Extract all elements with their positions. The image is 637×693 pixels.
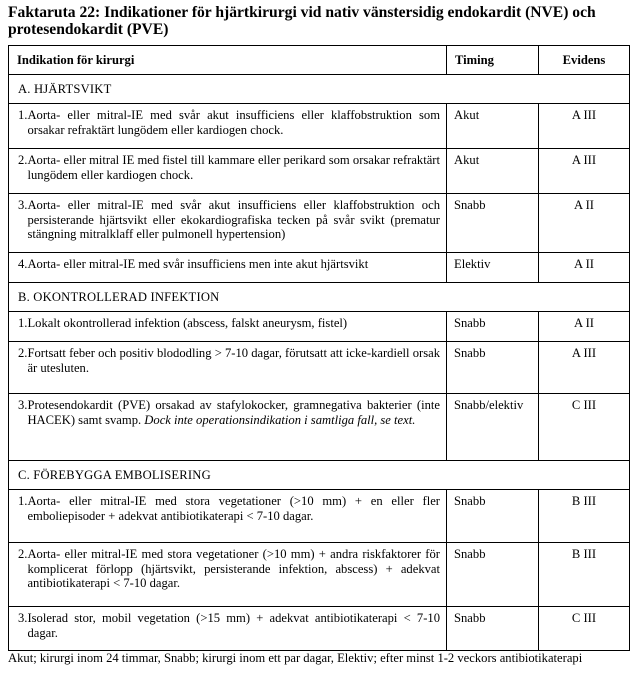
indication-text: Aorta- eller mitral-IE med stora vegetationer (>10 mm) + andra riskfaktorer för komplicerat förlopp (hjärtsvikt, persisterande infektion, abscess) + adekvat antibiotikaterapi < 7-10 dagar. xyxy=(27,547,440,590)
indication-number: 3. xyxy=(18,198,28,212)
section-row xyxy=(9,461,630,490)
section-heading: C. FÖREBYGGA EMBOLISERING xyxy=(9,461,630,490)
indication-text: Aorta- eller mitral IE med fistel till kammare eller perikard som orsakar refraktärt lungödem eller kardiogen chock. xyxy=(27,153,440,182)
indication-text: Aorta- eller mitral-IE med svår akut insufficiens eller klaffobstruktion som orsakar refraktärt lungödem eller kardiogen chock. xyxy=(27,108,440,137)
indication-text-wrap xyxy=(27,398,440,427)
timing-cell: Snabb xyxy=(447,543,539,607)
timing-cell: Snabb xyxy=(447,312,539,342)
table-row xyxy=(9,149,630,194)
indication-text: Lokalt okontrollerad infektion (abscess, falskt aneurysm, fistel) xyxy=(27,316,348,330)
table-row xyxy=(9,312,630,342)
indication-text-wrap xyxy=(27,547,440,591)
table-body xyxy=(9,75,630,651)
indication-cell xyxy=(9,342,447,394)
timing-cell: Akut xyxy=(447,149,539,194)
table-row xyxy=(9,104,630,149)
fact-box-title: Faktaruta 22: Indikationer för hjärtkirurgi vid nativ vänstersidig endokardit (NVE) och protesendokardit (PVE) xyxy=(8,4,596,38)
indication-number: 3. xyxy=(18,398,28,412)
indication-text: Aorta- eller mitral-IE med svår akut insufficiens eller klaffobstruktion och persisterande hjärtsvikt eller ekokardiografiska tecken på svår svikt (prematur stängning mitralklaff eller pulmonell hypertension) xyxy=(27,198,440,241)
table-row xyxy=(9,194,630,253)
indication-text: Aorta- eller mitral-IE med stora vegetationer (>10 mm) + en eller fler emboliepisoder + adekvat antibiotikaterapi < 7-10 dagar. xyxy=(27,494,440,523)
timing-cell: Snabb xyxy=(447,490,539,543)
indication-cell xyxy=(9,607,447,651)
table-row xyxy=(9,394,630,461)
indication-number: 3. xyxy=(18,611,28,625)
timing-cell: Snabb/elektiv xyxy=(447,394,539,461)
table-row xyxy=(9,253,630,283)
indication-text-wrap xyxy=(27,346,440,375)
footnote xyxy=(8,651,629,666)
table-row xyxy=(9,543,630,607)
evidence-cell: A III xyxy=(539,149,630,194)
indication-cell xyxy=(9,312,447,342)
indication-cell xyxy=(9,253,447,283)
indication-text: Protesendokardit (PVE) orsakad av stafylokocker, gramnegativa bakterier (inte HACEK) samt svamp. xyxy=(27,398,440,427)
indication-number: 2. xyxy=(18,346,28,360)
indication-table xyxy=(8,45,630,651)
indication-number: 4. xyxy=(18,257,28,271)
evidence-cell: C III xyxy=(539,394,630,461)
timing-cell: Snabb xyxy=(447,194,539,253)
timing-cell: Snabb xyxy=(447,342,539,394)
indication-cell xyxy=(9,104,447,149)
timing-cell: Snabb xyxy=(447,607,539,651)
indication-text-wrap xyxy=(27,257,440,272)
evidence-cell: C III xyxy=(539,607,630,651)
indication-cell xyxy=(9,543,447,607)
indication-number: 1. xyxy=(18,108,28,122)
timing-cell: Elektiv xyxy=(447,253,539,283)
evidence-cell: A III xyxy=(539,342,630,394)
evidence-cell: A III xyxy=(539,104,630,149)
evidence-cell: A II xyxy=(539,194,630,253)
evidence-cell: A II xyxy=(539,312,630,342)
evidence-cell: A II xyxy=(539,253,630,283)
indication-text-wrap xyxy=(27,494,440,523)
header-timing: Timing xyxy=(447,46,539,75)
indication-text: Fortsatt feber och positiv blododling > 7-10 dagar, förutsatt att icke-kardiell orsak är utesluten. xyxy=(27,346,440,375)
indication-number: 1. xyxy=(18,316,28,330)
evidence-cell: B III xyxy=(539,490,630,543)
indication-cell xyxy=(9,149,447,194)
section-row xyxy=(9,75,630,104)
timing-cell: Akut xyxy=(447,104,539,149)
indication-text: Isolerad stor, mobil vegetation (>15 mm) + adekvat antibiotikaterapi < 7-10 dagar. xyxy=(27,611,440,640)
indication-text-wrap xyxy=(27,108,440,137)
header-indication: Indikation för kirurgi xyxy=(9,46,447,75)
header-evidence: Evidens xyxy=(539,46,630,75)
indication-note: Dock inte operationsindikation i samtliga fall, se text. xyxy=(144,412,416,427)
evidence-cell: B III xyxy=(539,543,630,607)
indication-number: 2. xyxy=(18,153,28,167)
table-row xyxy=(9,490,630,543)
section-row xyxy=(9,283,630,312)
indication-text-wrap xyxy=(27,153,440,182)
indication-text: Aorta- eller mitral-IE med svår insufficiens men inte akut hjärtsvikt xyxy=(27,257,369,271)
table-row xyxy=(9,607,630,651)
table-header-row xyxy=(9,46,630,75)
footnote-text: Akut; kirurgi inom 24 timmar, Snabb; kirurgi inom ett par dagar, Elektiv; efter minst 1-2 veckors antibiotikaterapi xyxy=(8,651,583,665)
section-heading: A. HJÄRTSVIKT xyxy=(9,75,630,104)
indication-number: 2. xyxy=(18,547,28,561)
indication-cell xyxy=(9,394,447,461)
indication-number: 1. xyxy=(18,494,28,508)
indication-text-wrap xyxy=(27,316,440,331)
indication-text-wrap xyxy=(27,611,440,640)
indication-text-wrap xyxy=(27,198,440,242)
section-heading: B. OKONTROLLERAD INFEKTION xyxy=(9,283,630,312)
indication-cell xyxy=(9,490,447,543)
table-row xyxy=(9,342,630,394)
indication-cell xyxy=(9,194,447,253)
